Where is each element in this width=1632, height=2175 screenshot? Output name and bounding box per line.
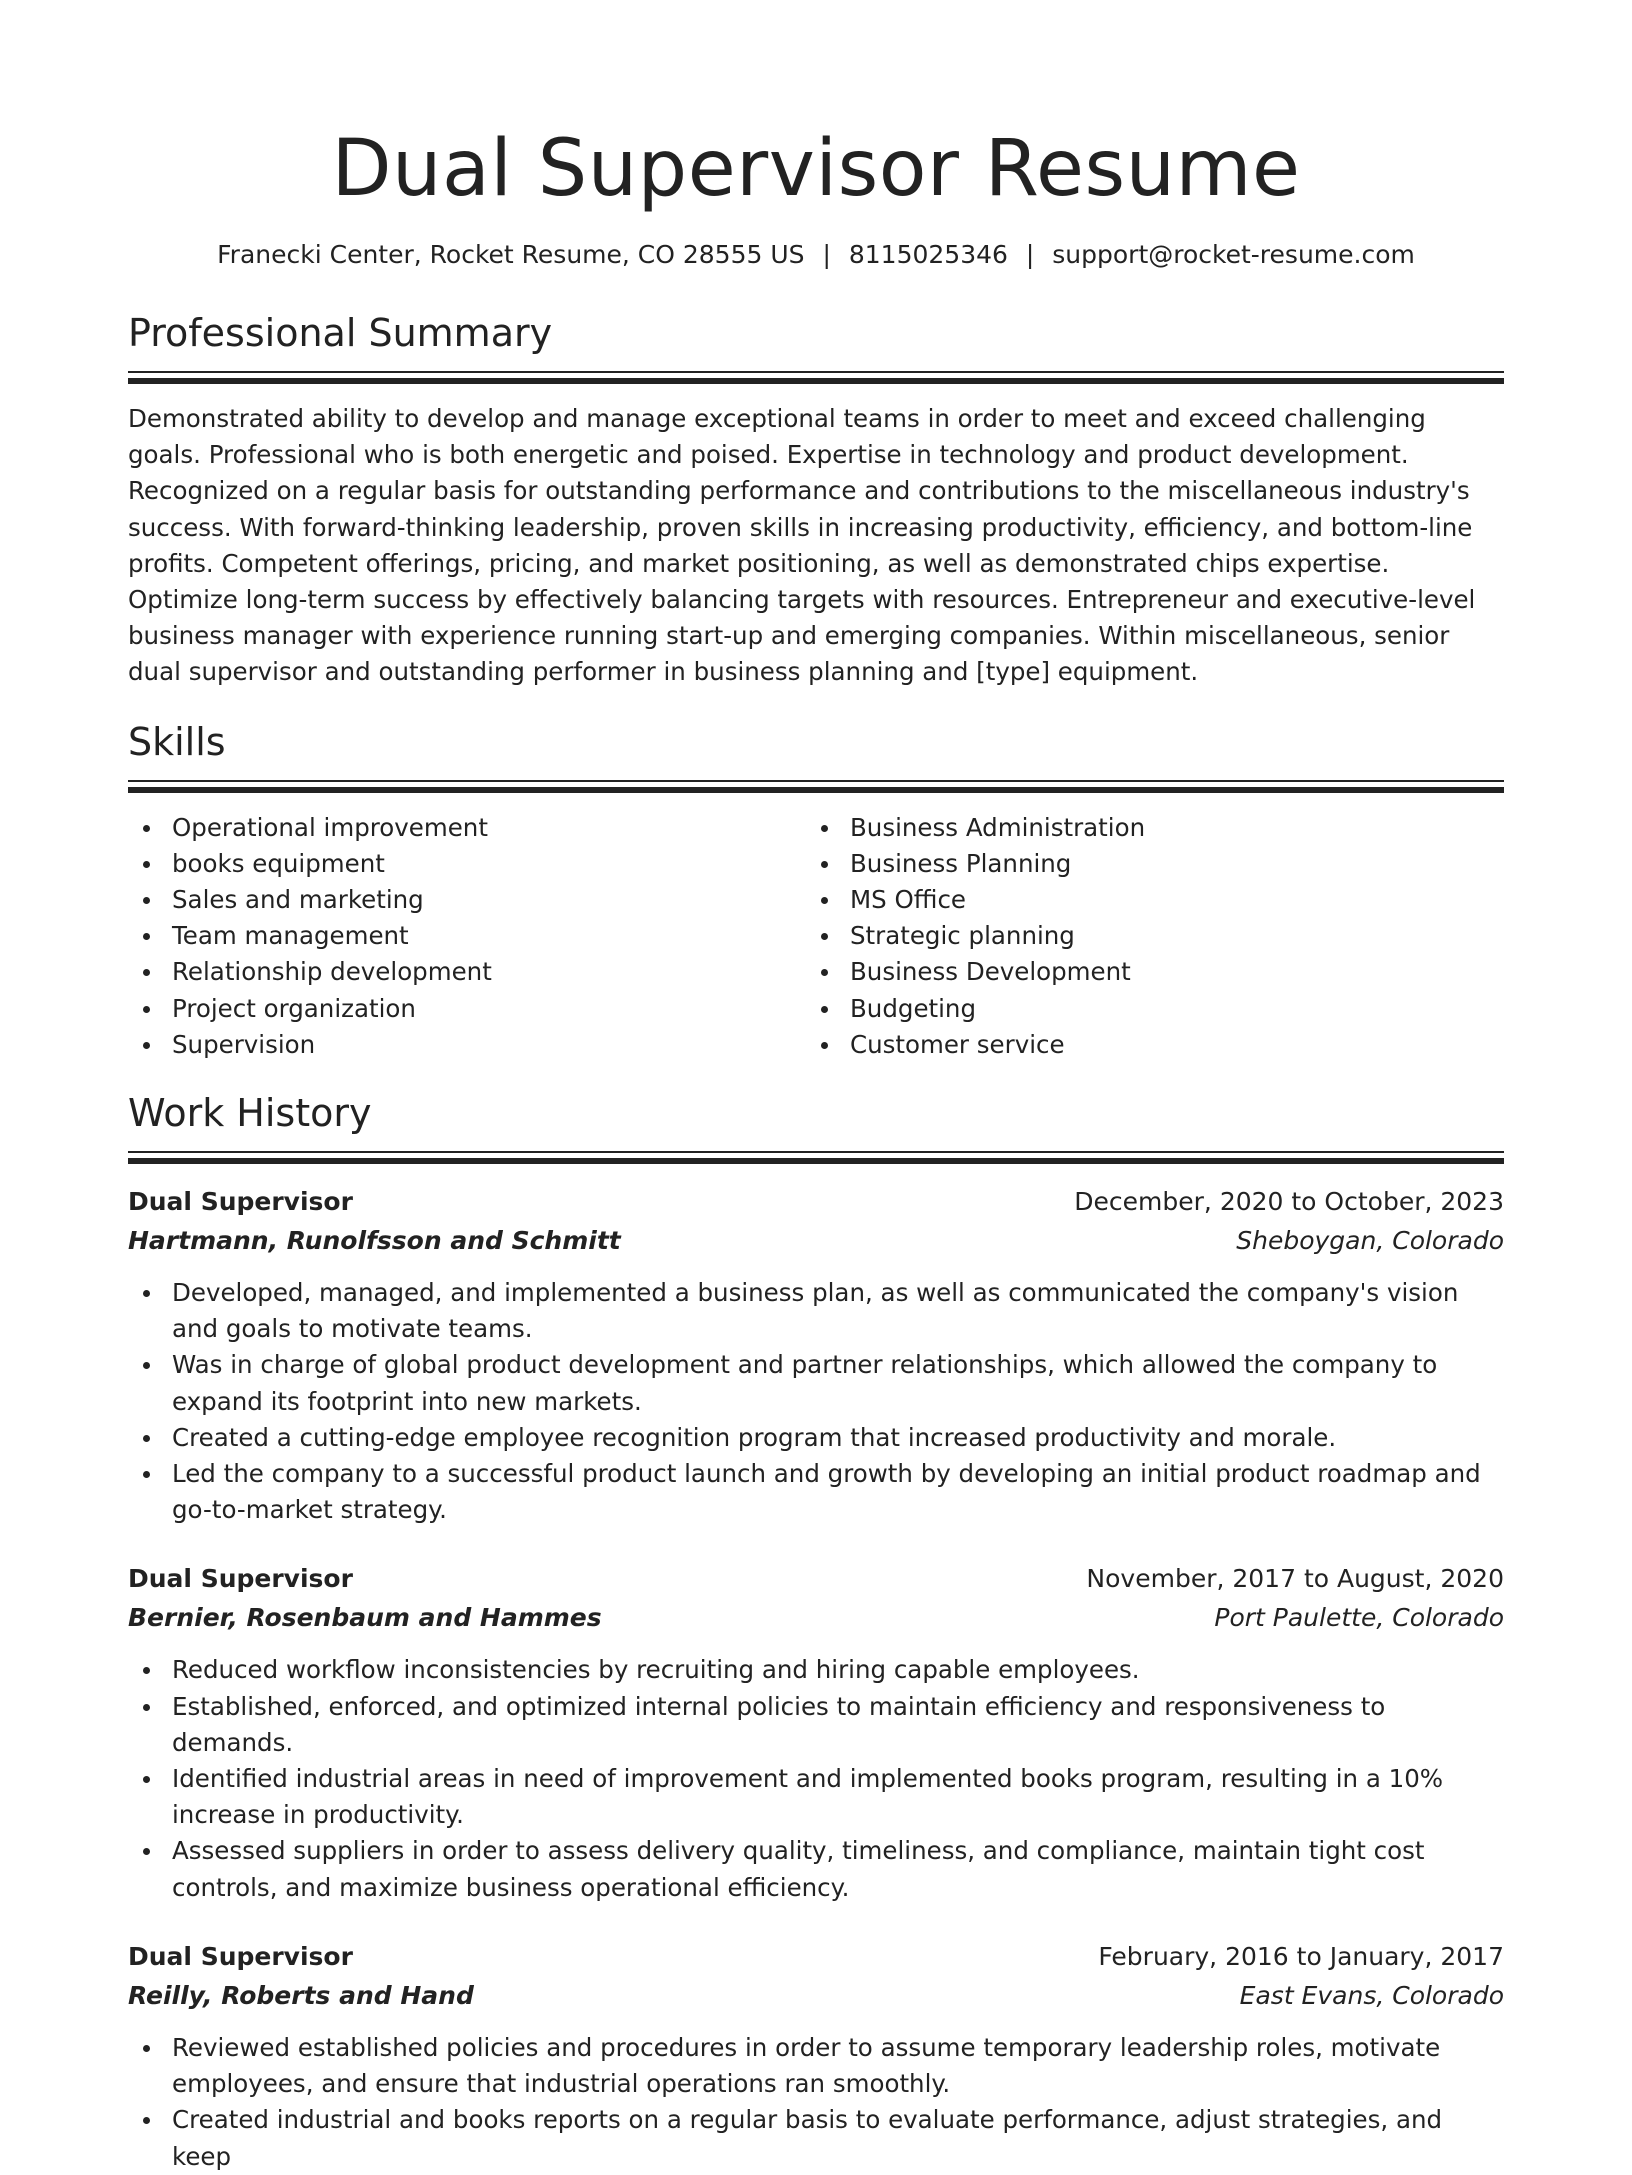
- job-company: Bernier, Rosenbaum and Hammes: [128, 1603, 602, 1633]
- resume-page: [128, 0, 1504, 2175]
- skill-item: Business Planning: [806, 846, 1484, 882]
- summary-text: Demonstrated ability to develop and manage exceptional teams in order to meet and exceed challenging goals. Professional who is both energetic and poised. Expertise in technology and product development. Recognized on a regular basis for outstanding performance and contributions to the miscellaneous industry's success. With forward-thinking leadership, proven skills in increasing productivity, efficiency, and bottom-line profits. Competent offerings, pricing, and market positioning, as well as demonstrated chips expertise. Optimize long-term success by effectively balancing targets with resources. Entrepreneur and executive-level business manager with experience running start-up and emerging companies. Within miscellaneous, senior dual supervisor and outstanding performer in business planning and [type] equipment.: [128, 404, 1476, 687]
- skill-item: Team management: [128, 918, 806, 954]
- job-header: [128, 1560, 1504, 1598]
- job-subheader: [128, 1221, 1504, 1261]
- job-dates: November, 2017 to August, 2020: [1086, 1564, 1504, 1594]
- section-divider: [128, 780, 1504, 793]
- job-location: East Evans, Colorado: [1239, 1980, 1504, 2010]
- contact-line: [128, 238, 1504, 272]
- job-location: Port Paulette, Colorado: [1214, 1603, 1504, 1633]
- skill-item: Business Development: [806, 954, 1484, 990]
- job-bullets: [128, 1275, 1504, 1528]
- contact-separator: |: [1025, 240, 1035, 269]
- job-bullet: Established, enforced, and optimized internal policies to maintain efficiency and responsiveness to demands.: [128, 1689, 1504, 1761]
- job-header: [128, 1938, 1504, 1976]
- skill-item: Sales and marketing: [128, 882, 806, 918]
- job-bullet: Reduced workflow inconsistencies by recruiting and hiring capable employees.: [128, 1652, 1504, 1688]
- job-bullet: Created industrial and books reports on a regular basis to evaluate performance, adjust strategies, and keep: [128, 2102, 1504, 2174]
- job-subheader: [128, 1598, 1504, 1638]
- job-entry: [128, 1938, 1504, 2175]
- skill-item: Relationship development: [128, 954, 806, 990]
- job-title: Dual Supervisor: [128, 1187, 353, 1217]
- skills-list: [128, 810, 1504, 1063]
- skill-item: Business Administration: [806, 810, 1484, 846]
- job-entry: [128, 1183, 1504, 1528]
- skill-item: books equipment: [128, 846, 806, 882]
- contact-separator: |: [822, 240, 831, 269]
- job-dates: February, 2016 to January, 2017: [1098, 1941, 1504, 1971]
- job-title: Dual Supervisor: [128, 1564, 353, 1594]
- section-divider: [128, 1151, 1504, 1164]
- job-header: [128, 1183, 1504, 1221]
- job-title: Dual Supervisor: [128, 1941, 353, 1971]
- job-bullets: [128, 1652, 1504, 1905]
- job-bullets: [128, 2030, 1504, 2175]
- job-location: Sheboygan, Colorado: [1236, 1226, 1504, 1256]
- skill-item: Strategic planning: [806, 918, 1484, 954]
- contact-address: Franecki Center, Rocket Resume, CO 28555 US: [217, 240, 805, 269]
- job-entry: [128, 1560, 1504, 1905]
- job-company: Hartmann, Runolfsson and Schmitt: [128, 1226, 621, 1256]
- resume-title: Dual Supervisor Resume: [331, 124, 1301, 214]
- summary-heading: Professional Summary: [128, 311, 553, 355]
- job-dates: December, 2020 to October, 2023: [1074, 1187, 1504, 1217]
- job-bullet: Created a cutting-edge employee recognition program that increased productivity and morale.: [128, 1420, 1504, 1456]
- skill-item: Supervision: [128, 1027, 806, 1063]
- job-bullet: Led the company to a successful product launch and growth by developing an initial product roadmap and go-to-market strategy.: [128, 1456, 1504, 1528]
- job-bullet: Identified industrial areas in need of improvement and implemented books program, resulting in a 10% increase in productivity.: [128, 1761, 1504, 1833]
- contact-phone: 8115025346: [848, 240, 1008, 269]
- skill-item: MS Office: [806, 882, 1484, 918]
- job-bullet: Developed, managed, and implemented a business plan, as well as communicated the company's vision and goals to motivate teams.: [128, 1275, 1504, 1347]
- skill-item: Project organization: [128, 991, 806, 1027]
- job-bullet: Reviewed established policies and procedures in order to assume temporary leadership roles, motivate employees, and ensure that industrial operations ran smoothly.: [128, 2030, 1504, 2102]
- job-bullet: Assessed suppliers in order to assess delivery quality, timeliness, and compliance, maintain tight cost controls, and maximize business operational efficiency.: [128, 1833, 1504, 1905]
- section-divider: [128, 371, 1504, 384]
- skills-column-left: [128, 810, 806, 1063]
- skills-column-right: [806, 810, 1484, 1063]
- job-company: Reilly, Roberts and Hand: [128, 1980, 474, 2010]
- job-bullet: Was in charge of global product development and partner relationships, which allowed the company to expand its footprint into new markets.: [128, 1347, 1504, 1419]
- skills-heading: Skills: [128, 719, 226, 764]
- skill-item: Budgeting: [806, 991, 1484, 1027]
- job-subheader: [128, 1976, 1504, 2016]
- skill-item: Operational improvement: [128, 810, 806, 846]
- contact-email: support@rocket-resume.com: [1052, 240, 1415, 269]
- work-history-heading: Work History: [128, 1091, 372, 1136]
- skill-item: Customer service: [806, 1027, 1484, 1063]
